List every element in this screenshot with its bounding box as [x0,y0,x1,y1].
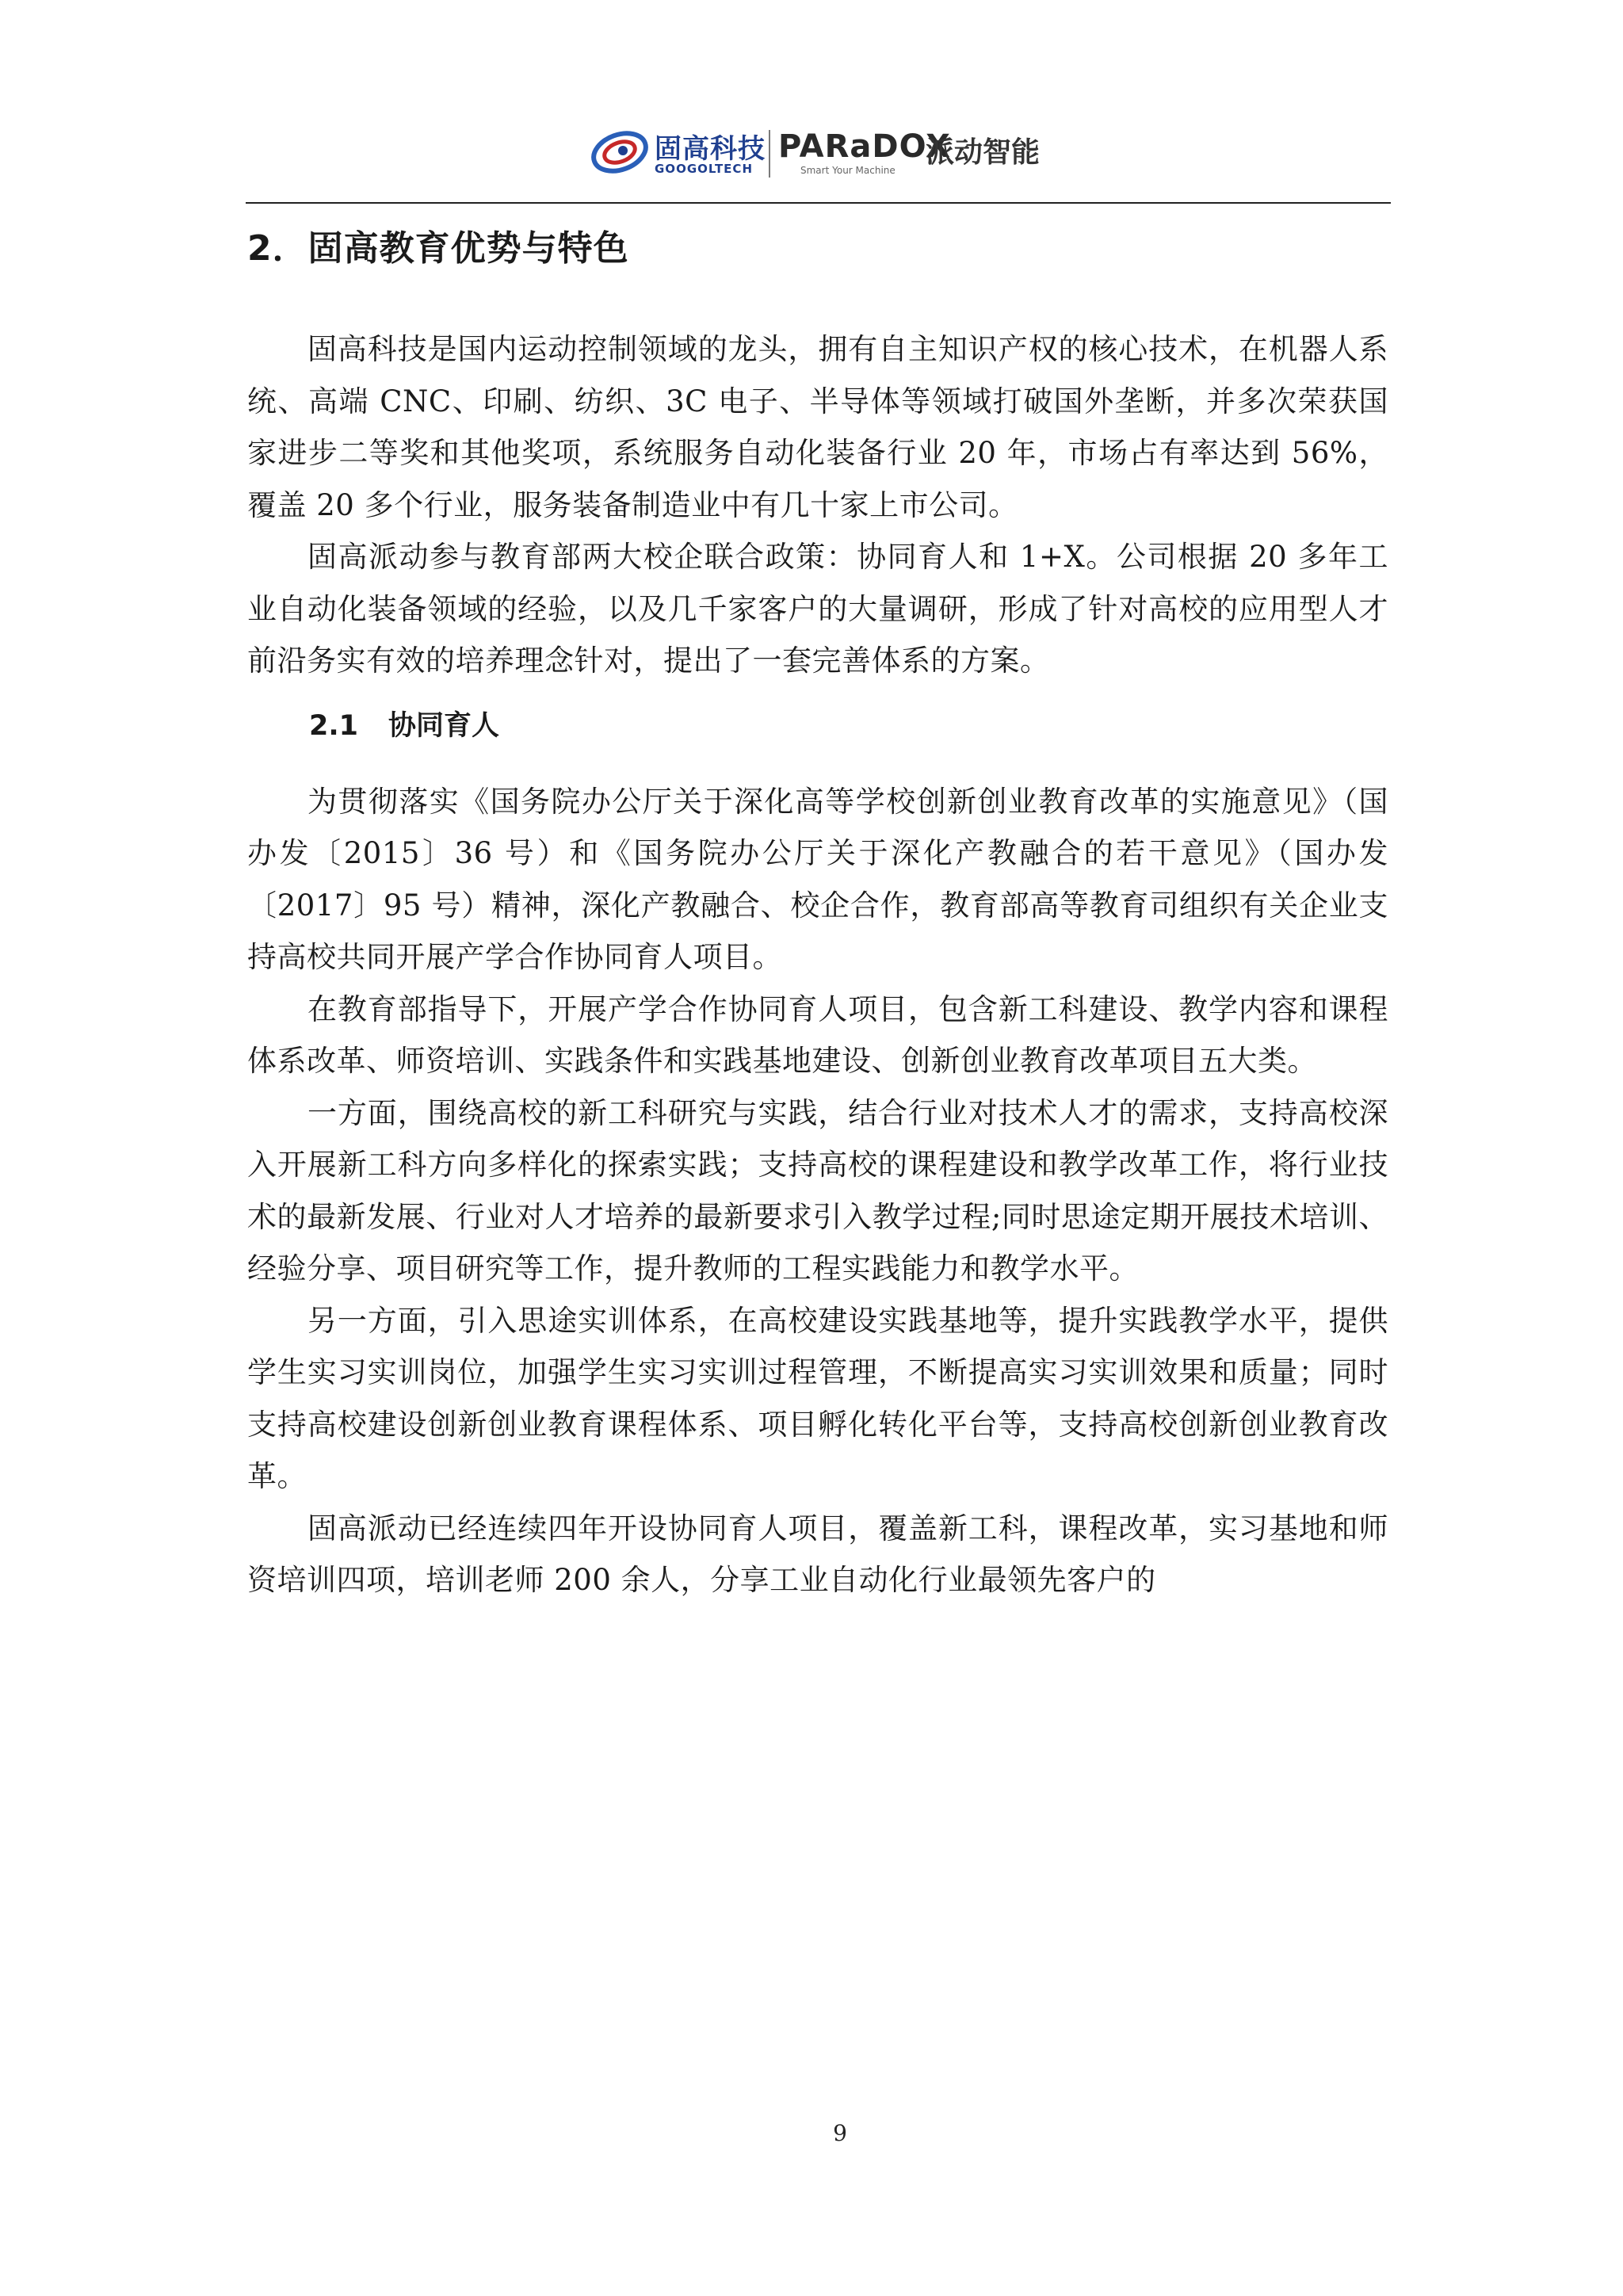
subsection-paragraph: 为贯彻落实《国务院办公厅关于深化高等学校创新创业教育改革的实施意见》（国办发〔2015〕36 号）和《国务院办公厅关于深化产教融合的若干意见》（国办发〔2017〕95 号）精神，深化产教融合、校企合作，教育部高等教育司组织有关企业支持高校共同开展产学合作协同育人项目。 [247,784,1388,974]
subsection-title-text: 协同育人 [388,709,500,742]
section-title: 2．固高教育优势与特色 [247,228,629,269]
paradox-brand-cn: 派动智能 [926,136,1041,169]
paradox-slogan: Smart Your Machine [800,165,896,176]
subsection-paragraph: 固高派动已经连续四年开设协同育人项目，覆盖新工科，课程改革，实习基地和师资培训四项，培训老师 200 余人，分享工业自动化行业最领先客户的 [247,1511,1388,1597]
subsection-paragraph: 一方面，围绕高校的新工科研究与实践，结合行业对技术人才的需求，支持高校深入开展新工科方向多样化的探索实践；支持高校的课程建设和教学改革工作，将行业技术的最新发展、行业对人才培养的最新要求引入教学过程;同时思途定期开展技术培训、经验分享、项目研究等工作，提升教师的工程实践能力和教学水平。 [247,1095,1388,1286]
page-header [0,119,1623,182]
subsection-number: 2.1 [309,709,359,742]
header-rule [246,202,1391,204]
page-content [247,223,1388,1606]
googoltech-swirl-icon [588,127,650,178]
subsection-title [309,703,1388,749]
logo-divider [769,130,770,178]
paradox-brand: PARaDOX [778,128,952,165]
logo-company-name-cn: 固高科技 [655,133,766,165]
section-paragraph: 固高派动参与教育部两大校企联合政策：协同育人和 1+X。公司根据 20 多年工业自动化装备领域的经验，以及几千家客户的大量调研，形成了针对高校的应用型人才前沿务实有效的培养理念针对，提出了一套完善体系的方案。 [247,540,1388,678]
subsection-paragraph: 在教育部指导下，开展产学合作协同育人项目，包含新工科建设、教学内容和课程体系改革、师资培训、实践条件和实践基地建设、创新创业教育改革项目五大类。 [247,991,1388,1078]
page-number: 9 [833,2120,847,2146]
section-paragraph: 固高科技是国内运动控制领域的龙头，拥有自主知识产权的核心技术，在机器人系统、高端 CNC、印刷、纺织、3C 电子、半导体等领域打破国外垄断，并多次荣获国家进步二等奖和其他奖项，系统服务自动化装备行业 20 年，市场占有率达到 56%，覆盖 20 多个行业，服务装备制造业中有几十家上市公司。 [247,332,1388,522]
logo-company-name-en: GOOGOLTECH [655,162,753,176]
subsection-paragraph: 另一方面，引入思途实训体系，在高校建设实践基地等，提升实践教学水平，提供学生实习实训岗位，加强学生实习实训过程管理，不断提高实习实训效果和质量；同时支持高校建设创新创业教育课程体系、项目孵化转化平台等，支持高校创新创业教育改革。 [247,1303,1388,1493]
